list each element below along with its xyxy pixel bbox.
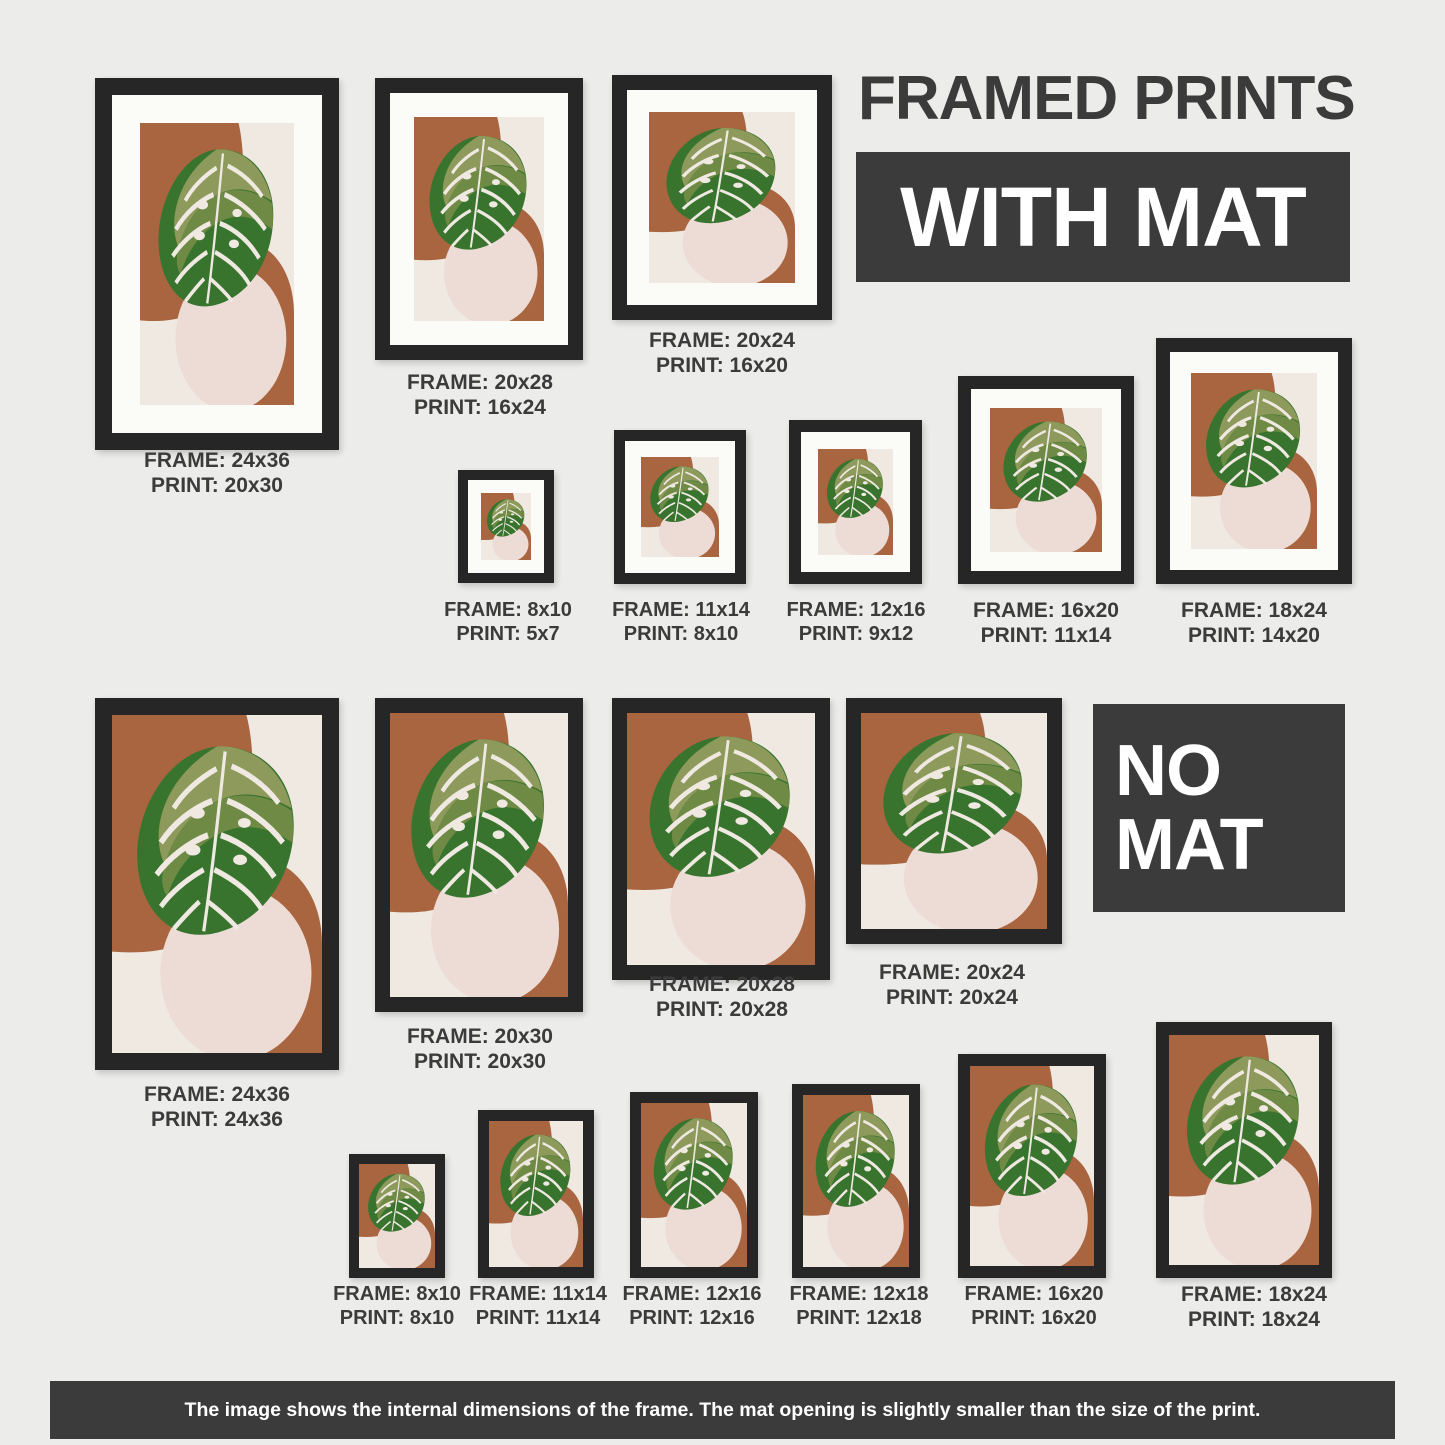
print-size-label: PRINT: 18x24 — [1188, 1308, 1320, 1331]
print-size-label: PRINT: 8x10 — [623, 623, 739, 645]
print-size-label: PRINT: 16x24 — [414, 396, 546, 419]
monstera-artwork — [649, 112, 795, 283]
picture-frame[interactable] — [612, 698, 830, 980]
print-artwork — [970, 1066, 1094, 1266]
monstera-artwork — [414, 117, 544, 321]
frame-size-caption — [760, 598, 952, 646]
monstera-artwork — [112, 715, 322, 1053]
frame-size-label: FRAME: 12x16 — [622, 1283, 762, 1305]
print-size-label: PRINT: 8x10 — [339, 1307, 455, 1329]
frame-size-label: FRAME: 24x36 — [144, 1083, 290, 1106]
frame-size-label: FRAME: 11x14 — [469, 1283, 607, 1305]
print-size-label: PRINT: 24x36 — [151, 1108, 283, 1131]
print-artwork — [861, 713, 1047, 929]
print-artwork — [641, 457, 719, 557]
frame-size-label: FRAME: 20x24 — [649, 329, 795, 352]
frame-size-label: FRAME: 20x24 — [879, 961, 1025, 984]
frame-size-caption — [584, 598, 778, 646]
mat-board — [390, 93, 568, 345]
frame-size-caption — [322, 1282, 472, 1330]
picture-frame[interactable] — [612, 75, 832, 320]
monstera-artwork — [970, 1066, 1094, 1266]
picture-frame[interactable] — [958, 1054, 1106, 1278]
print-size-label: PRINT: 11x14 — [475, 1307, 601, 1329]
monstera-artwork — [641, 457, 719, 557]
picture-frame[interactable] — [614, 430, 746, 584]
no-mat-label-line1: NO — [1115, 731, 1221, 811]
print-size-label: PRINT: 20x30 — [151, 474, 283, 497]
picture-frame[interactable] — [1156, 1022, 1332, 1278]
print-artwork — [990, 408, 1102, 552]
print-size-label: PRINT: 5x7 — [456, 623, 560, 645]
frame-size-caption — [560, 328, 884, 378]
frame-size-label: FRAME: 18x24 — [1181, 1283, 1327, 1306]
frame-size-label: FRAME: 12x18 — [789, 1283, 929, 1305]
picture-frame[interactable] — [349, 1154, 445, 1278]
frame-size-caption — [608, 1282, 776, 1330]
frame-size-label: FRAME: 20x28 — [649, 973, 795, 996]
print-artwork — [1191, 373, 1317, 549]
print-artwork — [414, 117, 544, 321]
picture-frame[interactable] — [630, 1092, 758, 1278]
frame-size-label: FRAME: 20x30 — [407, 1025, 553, 1048]
monstera-artwork — [803, 1095, 909, 1267]
with-mat-label: WITH MAT — [900, 169, 1306, 264]
mat-board — [801, 432, 910, 572]
print-size-label: PRINT: 12x18 — [796, 1307, 922, 1329]
picture-frame[interactable] — [95, 698, 339, 1070]
picture-frame[interactable] — [1156, 338, 1352, 584]
picture-frame[interactable] — [792, 1084, 920, 1278]
monstera-artwork — [390, 713, 568, 997]
print-size-label: PRINT: 11x14 — [980, 624, 1112, 647]
footer-note: The image shows the internal dimensions of the frame. The mat opening is slightly smaller than the size of the print. — [50, 1381, 1395, 1439]
print-artwork — [641, 1103, 747, 1267]
mat-board — [1170, 352, 1338, 570]
mat-board — [971, 389, 1121, 571]
print-artwork — [803, 1095, 909, 1267]
mat-board — [627, 90, 817, 305]
print-size-label: PRINT: 20x28 — [656, 998, 788, 1021]
monstera-artwork — [627, 713, 815, 965]
print-artwork — [140, 123, 294, 405]
no-mat-banner — [1093, 704, 1345, 912]
monstera-artwork — [990, 408, 1102, 552]
print-artwork — [818, 449, 893, 555]
frame-size-caption — [930, 1282, 1138, 1330]
mat-board — [112, 95, 322, 433]
with-mat-banner — [856, 152, 1350, 282]
frame-size-caption — [60, 448, 374, 498]
frame-size-label: FRAME: 16x20 — [973, 599, 1119, 622]
picture-frame[interactable] — [458, 470, 554, 583]
page-title: FRAMED PRINTS — [858, 64, 1355, 133]
print-artwork — [627, 713, 815, 965]
monstera-artwork — [140, 123, 294, 405]
frame-size-label: FRAME: 16x20 — [964, 1283, 1104, 1305]
monstera-artwork — [359, 1164, 435, 1268]
monstera-artwork — [1169, 1035, 1319, 1265]
print-artwork — [481, 493, 531, 560]
picture-frame[interactable] — [375, 698, 583, 1012]
monstera-artwork — [641, 1103, 747, 1267]
frame-size-caption — [800, 960, 1104, 1010]
print-size-label: PRINT: 20x24 — [886, 986, 1018, 1009]
print-size-label: PRINT: 16x20 — [971, 1307, 1097, 1329]
print-size-label: PRINT: 20x30 — [414, 1050, 546, 1073]
print-artwork — [390, 713, 568, 997]
print-artwork — [1169, 1035, 1319, 1265]
monstera-artwork — [1191, 373, 1317, 549]
frame-size-caption — [458, 1282, 618, 1330]
frame-size-caption — [780, 1282, 938, 1330]
print-artwork — [489, 1121, 583, 1267]
monstera-artwork — [818, 449, 893, 555]
picture-frame[interactable] — [846, 698, 1062, 944]
frame-size-label: FRAME: 12x16 — [786, 599, 926, 621]
frame-size-label: FRAME: 24x36 — [144, 449, 290, 472]
frame-size-caption — [330, 1024, 630, 1074]
print-size-label: PRINT: 14x20 — [1188, 624, 1320, 647]
mat-board — [468, 480, 544, 573]
frame-size-label: FRAME: 11x14 — [612, 599, 750, 621]
picture-frame[interactable] — [478, 1110, 594, 1278]
print-size-label: PRINT: 16x20 — [656, 354, 788, 377]
frame-size-label: FRAME: 8x10 — [333, 1283, 461, 1305]
frame-size-caption — [1122, 1282, 1386, 1332]
print-artwork — [359, 1164, 435, 1268]
frame-size-label: FRAME: 8x10 — [444, 599, 572, 621]
picture-frame[interactable] — [789, 420, 922, 584]
monstera-artwork — [489, 1121, 583, 1267]
print-artwork — [112, 715, 322, 1053]
print-size-label: PRINT: 12x16 — [629, 1307, 755, 1329]
monstera-artwork — [861, 713, 1047, 929]
frame-size-caption — [430, 598, 586, 646]
frame-size-caption — [60, 1082, 374, 1132]
monstera-artwork — [481, 493, 531, 560]
print-size-label: PRINT: 9x12 — [798, 623, 914, 645]
frame-size-label: FRAME: 18x24 — [1181, 599, 1327, 622]
picture-frame[interactable] — [95, 78, 339, 450]
picture-frame[interactable] — [958, 376, 1134, 584]
print-artwork — [649, 112, 795, 283]
no-mat-label-line2: MAT — [1115, 805, 1263, 885]
mat-board — [625, 441, 735, 573]
frame-size-caption — [1122, 598, 1386, 648]
picture-frame[interactable] — [375, 78, 583, 360]
frame-size-label: FRAME: 20x28 — [407, 371, 553, 394]
